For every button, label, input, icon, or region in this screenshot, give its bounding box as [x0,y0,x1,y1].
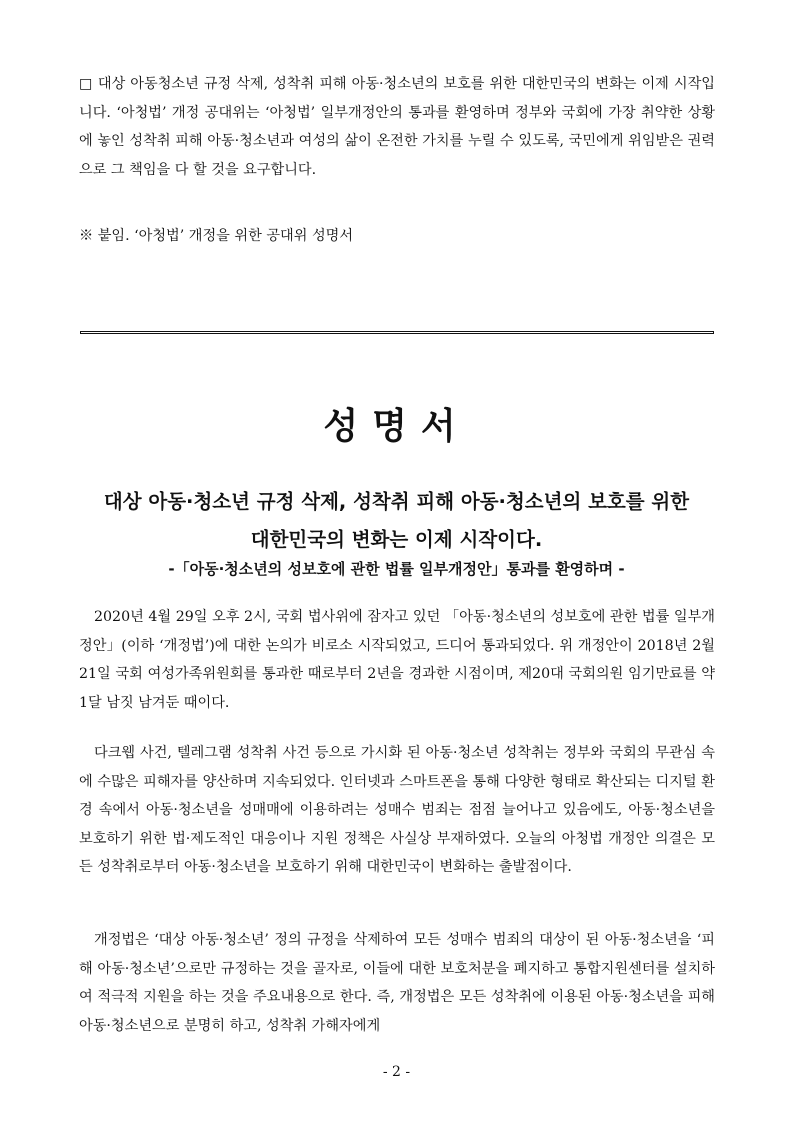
headline-line-2: 대한민국의 변화는 이제 시작이다. [250,528,543,551]
page-number: - 2 - [382,1064,411,1080]
subheadline: -「아동·청소년의 성보호에 관한 법률 일부개정안」통과를 환영하며 - [168,560,625,578]
paragraph-text: 다크웹 사건, 텔레그램 성착취 사건 등으로 가시화 된 아동·청소년 성착취는 정부와 국회의 무관심 속에 수많은 피해자를 양산하며 지속되었다. 인터넷과 스마트폰을 통해 다양한 형태로 확산되는 디지털 환경 속에서 아동·청소년을 성매매에 이용하려는 성매수 범죄는 점점 늘어나고 있음에도, 아동·청소년을 보호하기 위한 법·제도적인 대응이나 지원 정책은 사실상 부재하였다. 오늘의 아청법 개정안 의결은 모든 성착취로부터 아동·청소년을 보호하기 위해 대한민국이 변화하는 출발점이다. [79,745,715,876]
headline-line-1: 대상 아동·청소년 규정 삭제, 성착취 피해 아동·청소년의 보호를 위한 [103,490,690,513]
attachment-text: ※ 붙임. ‘아청법’ 개정을 위한 공대위 성명서 [79,228,354,244]
body-paragraph-1 [79,603,715,717]
intro-paragraph [79,70,715,184]
paragraph-text: 개정법은 ‘대상 아동·청소년’ 정의 규정을 삭제하여 모든 성매수 범죄의 대상이 된 아동·청소년을 ‘피해 아동·청소년’으로만 규정하는 것을 골자로, 이들에 대한 보호처분을 폐지하고 통합지원센터를 설치하여 적극적 지원을 하는 것을 주요내용으로 한다. 즉, 개정법은 모든 성착취에 이용된 아동·청소년을 피해 아동·청소년으로 분명히 하고, 성착취 가해자에게 [79,932,715,1034]
attachment-note [79,222,715,251]
body-paragraph-2 [79,739,715,882]
paragraph-text: 2020년 4월 29일 오후 2시, 국회 법사위에 잠자고 있던 「아동·청소년의 성보호에 관한 법률 일부개정안」(이하 ‘개정법’)에 대한 논의가 비로소 시작되었고, 드디어 통과되었다. 위 개정안이 2018년 2월 21일 국회 여성가족위원회를 통과한 때로부터 2년을 경과한 시점이며, 제20대 국회의원 임기만료를 약 1달 남짓 남겨둔 때이다. [79,609,715,711]
intro-text: □ 대상 아동청소년 규정 삭제, 성착취 피해 아동·청소년의 보호를 위한 대한민국의 변화는 이제 시작입니다. ‘아청법’ 개정 공대위는 ‘아청법’ 일부개정안의 통과를 환영하며 정부와 국회에 가장 취약한 상황에 놓인 성착취 피해 아동·청소년과 여성의 삶이 온전한 가치를 누릴 수 있도록, 국민에게 위임받은 권력으로 그 책임을 다 할 것을 요구합니다. [79,76,715,178]
body-paragraph-3 [79,926,715,1040]
section-divider [80,331,714,334]
statement-title: 성명서 [323,406,470,447]
